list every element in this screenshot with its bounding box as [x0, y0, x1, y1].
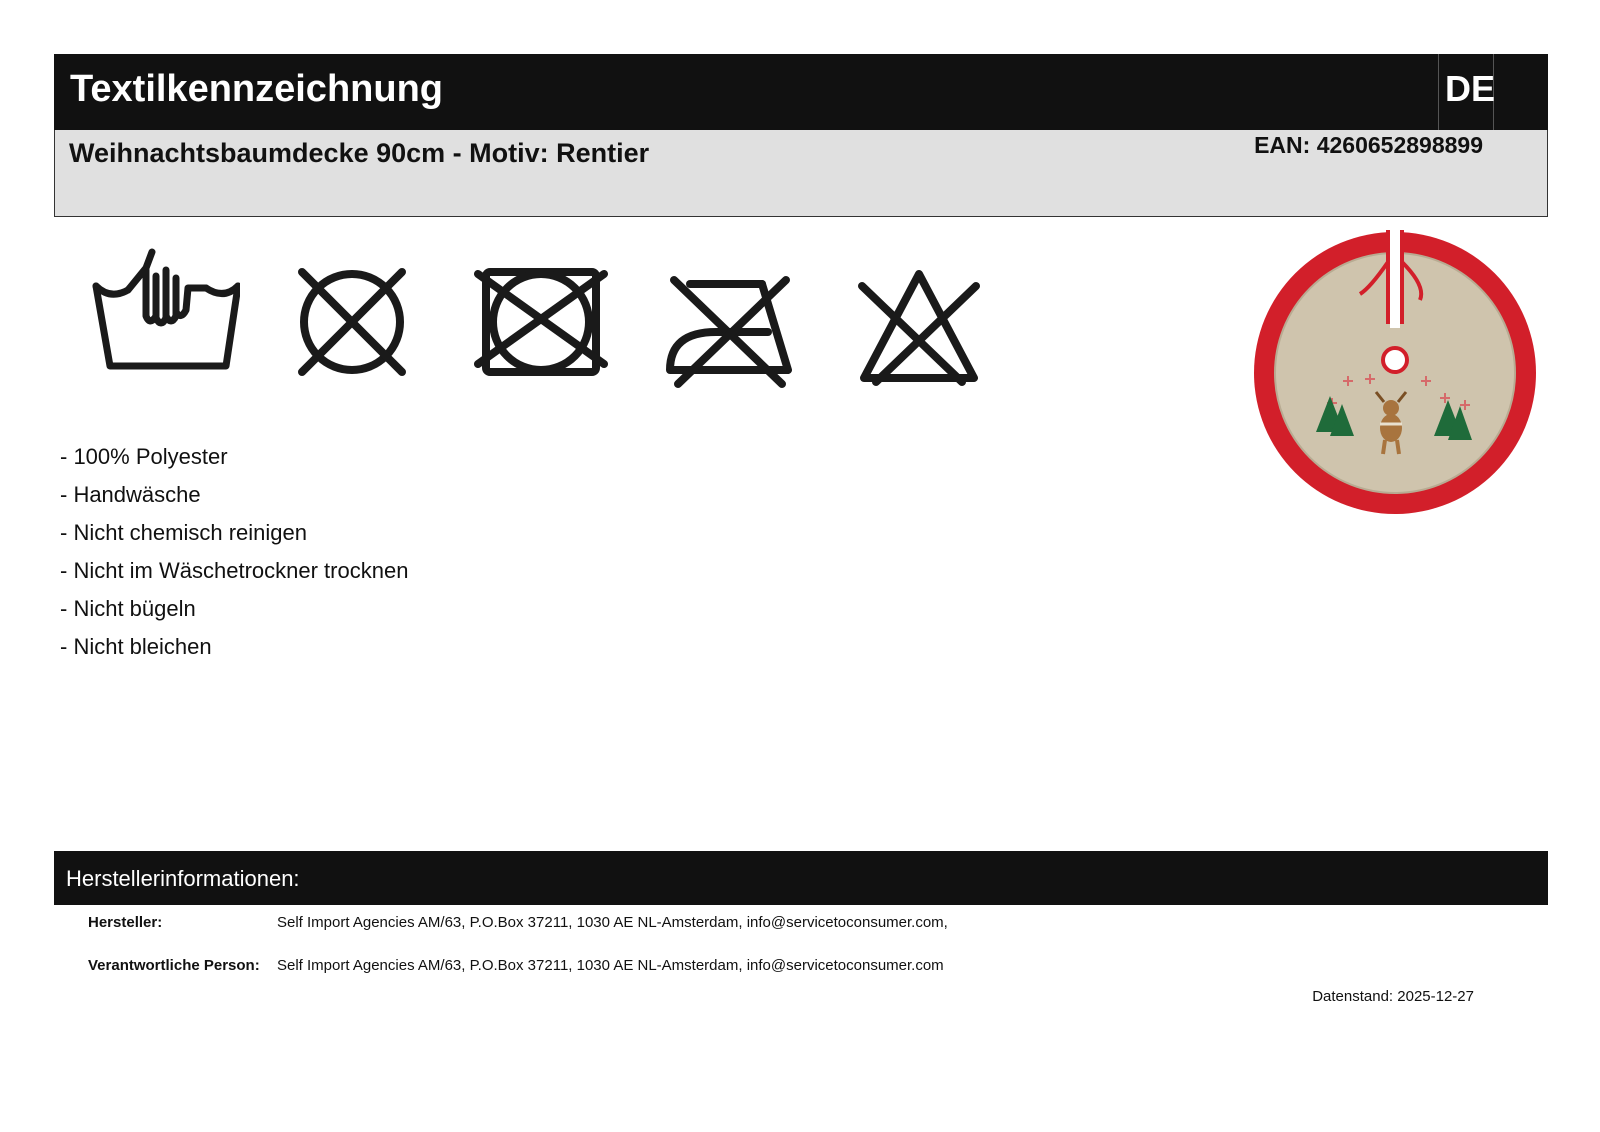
hand-wash-icon	[90, 248, 240, 378]
product-image	[1250, 228, 1540, 518]
document-title: Textilkennzeichnung	[70, 68, 444, 110]
list-item: - Nicht bleichen	[60, 634, 212, 659]
header-bar	[54, 54, 1548, 130]
ean-code: EAN: 4260652898899	[1254, 132, 1483, 158]
no-tumble-dry-icon	[474, 266, 608, 378]
list-item: - Handwäsche	[60, 482, 201, 507]
list-item: - Nicht chemisch reinigen	[60, 520, 307, 545]
product-bar	[54, 130, 1548, 217]
list-item: - Nicht bügeln	[60, 596, 196, 621]
list-item: - Nicht im Wäschetrockner trocknen	[60, 558, 409, 583]
manufacturer-heading: Herstellerinformationen:	[66, 866, 300, 891]
language-code: DE	[1445, 68, 1496, 109]
data-date: Datenstand: 2025-12-27	[1312, 988, 1474, 1005]
product-name: Weihnachtsbaumdecke 90cm - Motiv: Rentier	[69, 138, 650, 168]
manufacturer-label: Hersteller:	[88, 914, 163, 931]
language-box	[1438, 54, 1494, 130]
responsible-person-label: Verantwortliche Person:	[88, 957, 260, 974]
list-item: - 100% Polyester	[60, 444, 228, 469]
no-dry-clean-icon	[296, 266, 408, 378]
feature-list	[60, 438, 408, 666]
no-bleach-icon	[854, 266, 984, 390]
manufacturer-header-bar	[54, 851, 1548, 905]
manufacturer-value: Self Import Agencies AM/63, P.O.Box 37211, 1030 AE NL-Amsterdam, info@servicetoconsumer.com,	[277, 914, 948, 931]
no-iron-icon	[664, 274, 800, 392]
responsible-person-value: Self Import Agencies AM/63, P.O.Box 37211, 1030 AE NL-Amsterdam, info@servicetoconsumer.com	[277, 957, 944, 974]
